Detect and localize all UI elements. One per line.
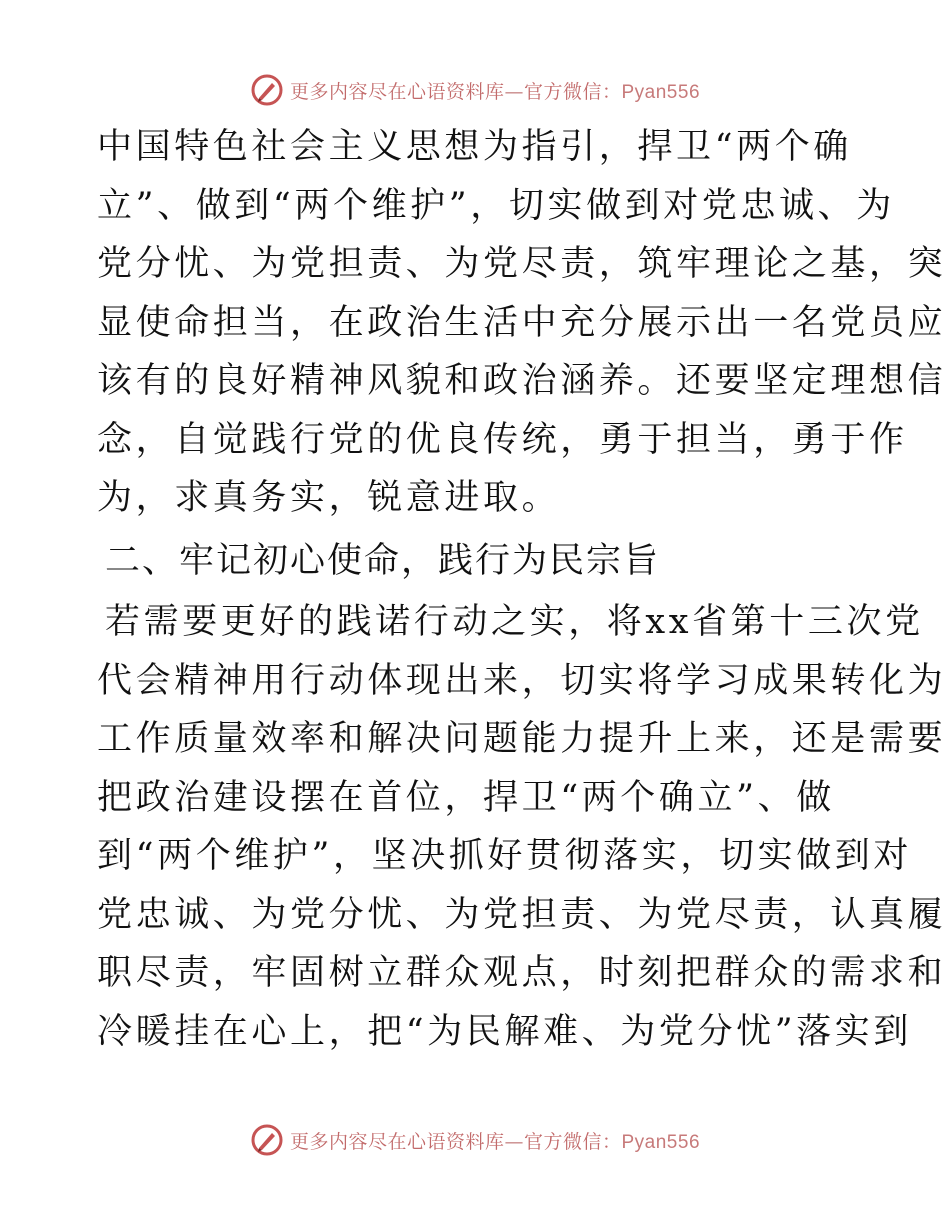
paragraph-1: [97, 118, 947, 528]
text-line: 职尽责，牢固树立群众观点，时刻把群众的需求和: [97, 953, 947, 993]
watermark-id: Pyan556: [621, 81, 701, 103]
pen-logo-icon: [250, 1123, 284, 1157]
pen-logo-icon: [250, 73, 284, 107]
text-line: 立”、做到“两个维护”，切实做到对党忠诚、为: [97, 185, 895, 226]
text-line: 冷暖挂在心上，把“为民解难、为党分忧”落实到: [97, 1011, 912, 1052]
watermark-text: [290, 1127, 700, 1154]
text-line: 到“两个维护”，坚决抓好贯彻落实，切实做到对: [97, 836, 912, 876]
text-line: 中国特色社会主义思想为指引，捍卫“两个确: [97, 127, 852, 167]
text-line: 该有的良好精神风貌和政治涵养。还要坚定理想信: [97, 361, 947, 401]
watermark-separator: —: [504, 1130, 524, 1153]
watermark-main: 更多内容尽在心语资料库: [289, 80, 505, 103]
text-line: 念，自觉践行党的优良传统，勇于担当，勇于作: [97, 419, 908, 460]
paragraph-2: [97, 593, 947, 1061]
watermark-label: 官方微信：: [523, 1130, 622, 1153]
text-line: 工作质量效率和解决问题能力提升上来，还是需要: [97, 719, 947, 759]
text-line: 把政治建设摆在首位，捍卫“两个确立”、做: [97, 777, 835, 818]
text-line: 显使命担当，在政治生活中充分展示出一名党员应: [97, 302, 947, 343]
watermark-main: 更多内容尽在心语资料库: [289, 1130, 505, 1153]
watermark-text: [290, 77, 700, 104]
text-line: 党忠诚、为党分忧、为党担责、为党尽责，认真履: [97, 894, 947, 935]
watermark-id: Pyan556: [621, 1131, 701, 1153]
watermark-separator: —: [504, 80, 524, 103]
watermark-label: 官方微信：: [523, 80, 622, 103]
footer-watermark: [0, 1120, 950, 1160]
text-line: 为，求真务实，锐意进取。: [97, 478, 561, 518]
text-line: 若需要更好的践诺行动之实，将xx省第十三次党: [105, 602, 924, 642]
header-watermark: [0, 70, 950, 110]
document-body: [97, 118, 947, 1061]
section-heading: 二、牢记初心使命，践行为民宗旨: [105, 540, 661, 581]
text-line: 党分忧、为党担责、为党尽责，筑牢理论之基，突: [97, 244, 947, 284]
text-line: 代会精神用行动体现出来，切实将学习成果转化为: [97, 660, 947, 701]
